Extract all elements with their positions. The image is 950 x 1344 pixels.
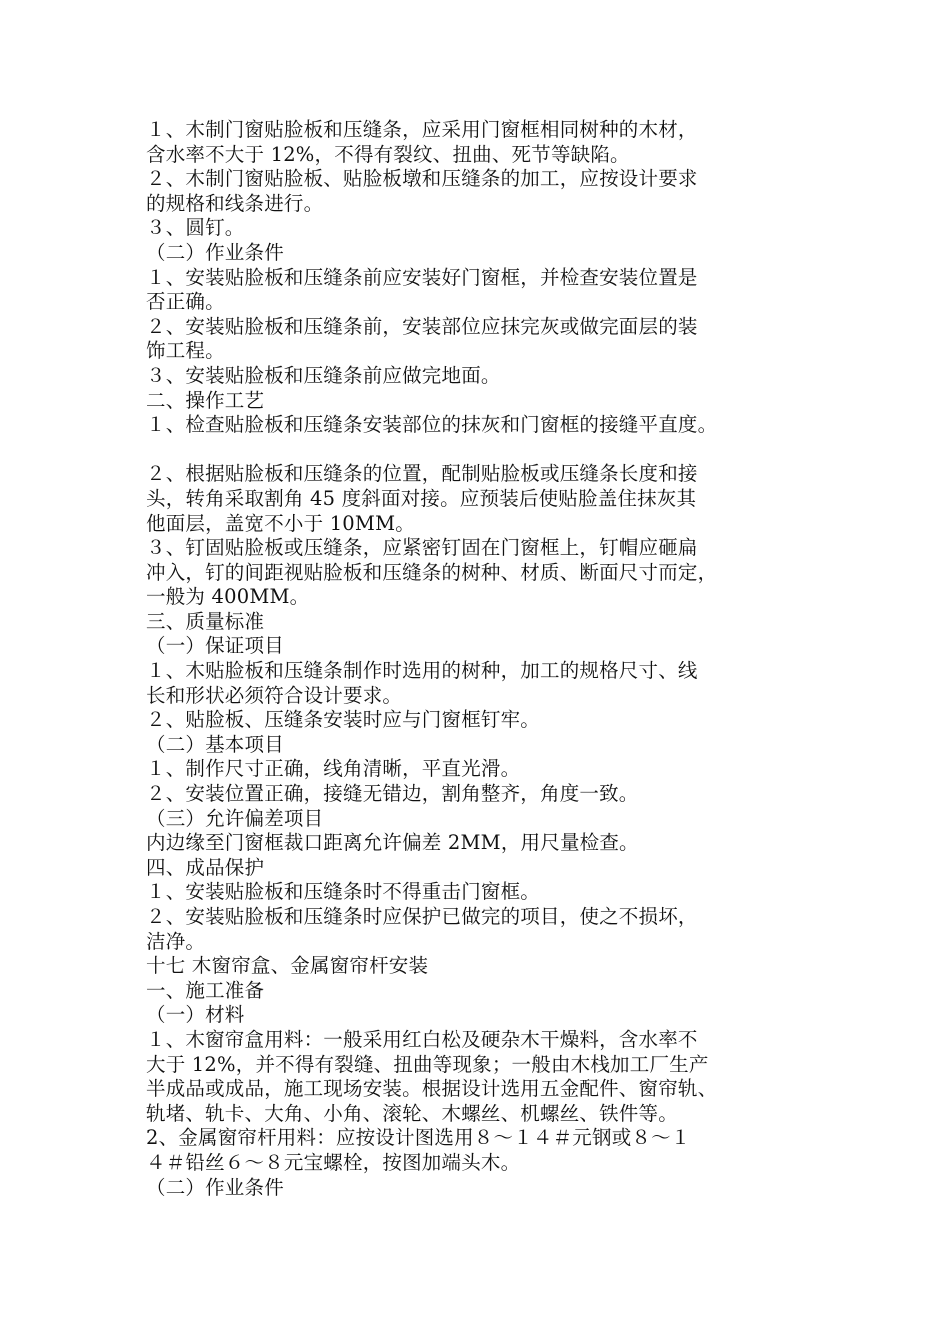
text-line: 含水率不大于 12%，不得有裂纹、扭曲、死节等缺陷。 [146, 142, 630, 166]
section-heading: （一）保证项目 [146, 634, 284, 658]
text-line: 他面层，盖宽不小于 10MM。 [146, 511, 415, 535]
document-body [146, 118, 836, 1200]
text-line: ３、安装贴脸板和压缝条前应做完地面。 [146, 363, 501, 387]
text-line: 大于 12%，并不得有裂缝、扭曲等现象；一般由木栈加工厂生产 [146, 1052, 709, 1076]
text-line: １、制作尺寸正确，线角清晰，平直光滑。 [146, 757, 521, 781]
text-line: 轨堵、轨卡、大角、小角、滚轮、木螺丝、机螺丝、铁件等。 [146, 1101, 678, 1125]
section-heading: 二、操作工艺 [146, 388, 265, 412]
section-heading: 四、成品保护 [146, 855, 265, 879]
text-line: ３、圆钉。 [146, 216, 245, 240]
text-line: 冲入，钉的间距视贴脸板和压缝条的树种、材质、断面尺寸而定， [146, 560, 718, 584]
text-line: ３、钉固贴脸板或压缝条，应紧密钉固在门窗框上，钉帽应砸扁 [146, 536, 698, 560]
text-line: １、木贴脸板和压缝条制作时选用的树种，加工的规格尺寸、线 [146, 659, 698, 683]
text-line: ２、安装贴脸板和压缝条前，安装部位应抹完灰或做完面层的装 [146, 314, 698, 338]
text-line: ２、安装位置正确，接缝无错边，割角整齐，角度一致。 [146, 782, 639, 806]
text-line: １、木窗帘盒用料：一般采用红白松及硬杂木干燥料，含水率不 [146, 1027, 698, 1051]
text-line: 头，转角采取割角 45 度斜面对接。应预装后使贴脸盖住抹灰其 [146, 486, 697, 510]
text-line: １、安装贴脸板和压缝条时不得重击门窗框。 [146, 880, 541, 904]
text-line: 否正确。 [146, 290, 225, 314]
section-heading: （三）允许偏差项目 [146, 806, 324, 830]
section-heading: （二）作业条件 [146, 1175, 284, 1199]
section-heading: 三、质量标准 [146, 609, 265, 633]
text-line: 的规格和线条进行。 [146, 191, 324, 215]
section-heading: （二）作业条件 [146, 240, 284, 264]
chapter-heading: 十七 木窗帘盒、金属窗帘杆安装 [146, 954, 429, 978]
text-line: 2、金属窗帘杆用料：应按设计图选用８～１４＃元钢或８～１ [146, 1126, 691, 1150]
text-line: ２、贴脸板、压缝条安装时应与门窗框钉牢。 [146, 708, 541, 732]
section-heading: （一）材料 [146, 1003, 245, 1027]
section-heading: 一、施工准备 [146, 978, 265, 1002]
text-line: １、木制门窗贴脸板和压缝条，应采用门窗框相同树种的木材， [146, 118, 698, 141]
text-line: ４＃铅丝６～８元宝螺栓，按图加端头木。 [146, 1150, 521, 1174]
text-line: 长和形状必须符合设计要求。 [146, 683, 403, 707]
section-heading: （二）基本项目 [146, 732, 284, 756]
text-line: 一般为 400MM。 [146, 585, 310, 609]
text-line: ２、安装贴脸板和压缝条时应保护已做完的项目，使之不损坏， [146, 905, 698, 928]
blank-line [146, 438, 836, 463]
text-line: 半成品或成品，施工现场安装。根据设计选用五金配件、窗帘轨、 [146, 1077, 718, 1101]
text-line: 饰工程。 [146, 339, 225, 363]
text-line: １、检查贴脸板和压缝条安装部位的抹灰和门窗框的接缝平直度。 [146, 413, 718, 437]
text-line: ２、根据贴脸板和压缝条的位置，配制贴脸板或压缝条长度和接 [146, 462, 698, 486]
text-line: 内边缘至门窗框裁口距离允许偏差 2MM，用尺量检查。 [146, 831, 639, 855]
text-line: 洁净。 [146, 929, 206, 953]
text-line: １、安装贴脸板和压缝条前应安装好门窗框，并检查安装位置是 [146, 265, 698, 289]
text-line: ２、木制门窗贴脸板、贴脸板墩和压缝条的加工，应按设计要求 [146, 167, 698, 191]
